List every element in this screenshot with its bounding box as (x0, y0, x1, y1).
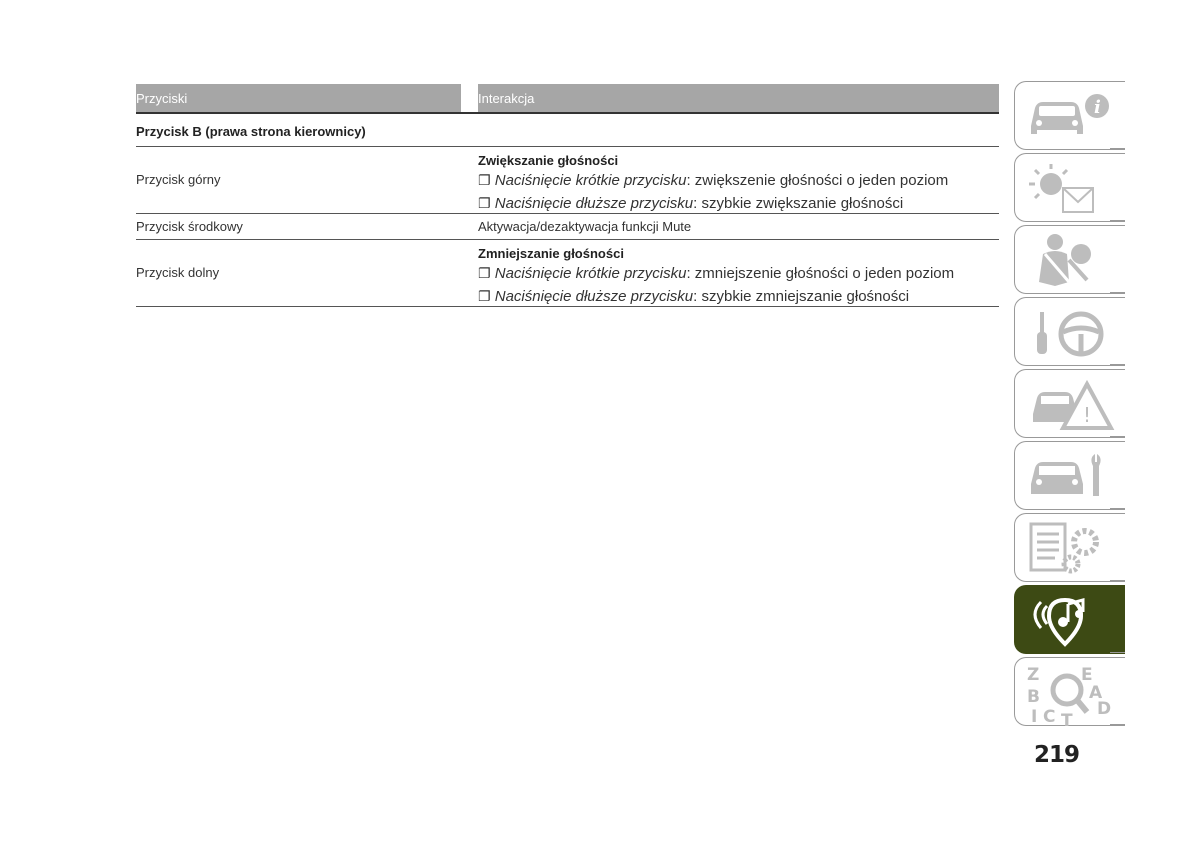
interaction-text: Aktywacja/dezaktywacja funkcji Mute (478, 219, 692, 234)
index-search-icon (1025, 662, 1115, 726)
svg-text:I: I (1031, 707, 1038, 726)
tab-safety[interactable] (1014, 225, 1125, 294)
interaction-title: Zwiększanie głośności (478, 153, 619, 168)
car-info-icon (1025, 86, 1115, 144)
svg-text:A: A (1089, 683, 1103, 703)
section-title: Przycisk B (prawa strona kierownicy) (136, 114, 999, 147)
tab-maintenance[interactable] (1014, 441, 1125, 510)
table-header (136, 84, 999, 114)
svg-text:D: D (1097, 699, 1112, 719)
tab-index[interactable] (1014, 657, 1125, 726)
content-table (136, 84, 999, 307)
header-col-interaction: Interakcja (478, 91, 535, 106)
multimedia-music-icon (1025, 590, 1115, 648)
svg-text:T: T (1061, 711, 1073, 726)
list-item: ❐ Naciśnięcie dłuższe przycisku: szybkie zmniejszanie głośności (478, 288, 910, 305)
key-steering-wheel-icon (1025, 302, 1115, 360)
car-wrench-icon (1025, 446, 1115, 504)
tab-lights-messages[interactable] (1014, 153, 1125, 222)
document-gears-icon (1025, 518, 1115, 576)
button-name: Przycisk górny (136, 172, 221, 187)
table-row (136, 214, 999, 240)
tab-multimedia[interactable] (1014, 585, 1125, 654)
button-name: Przycisk dolny (136, 265, 220, 280)
list-item: ❐ Naciśnięcie krótkie przycisku: zmniejszenie głośności o jeden poziom (478, 265, 955, 282)
svg-text:!: ! (1083, 403, 1092, 427)
svg-text:Z: Z (1027, 665, 1040, 685)
car-warning-triangle-icon (1025, 374, 1115, 432)
header-col-buttons: Przyciski (136, 91, 188, 106)
page-number: 219 (1034, 742, 1080, 768)
svg-text:E: E (1081, 665, 1093, 685)
interaction-cell (478, 153, 999, 215)
svg-text:C: C (1043, 707, 1056, 726)
light-envelope-icon (1025, 158, 1115, 216)
table-row (136, 147, 999, 214)
list-item: ❐ Naciśnięcie krótkie przycisku: zwiększenie głośności o jeden poziom (478, 172, 949, 189)
svg-text:B: B (1027, 687, 1040, 707)
list-item: ❐ Naciśnięcie dłuższe przycisku: szybkie zwiększanie głośności (478, 195, 904, 212)
tab-technical-data[interactable] (1014, 513, 1125, 582)
svg-text:i: i (1094, 97, 1101, 118)
table-row (136, 240, 999, 307)
seatbelt-airbag-icon (1025, 230, 1115, 288)
interaction-title: Zmniejszanie głośności (478, 246, 624, 261)
tab-starting-driving[interactable] (1014, 297, 1125, 366)
interaction-cell (478, 246, 999, 308)
button-name: Przycisk środkowy (136, 219, 243, 234)
tab-emergency[interactable] (1014, 369, 1125, 438)
tab-car-info[interactable] (1014, 81, 1125, 150)
